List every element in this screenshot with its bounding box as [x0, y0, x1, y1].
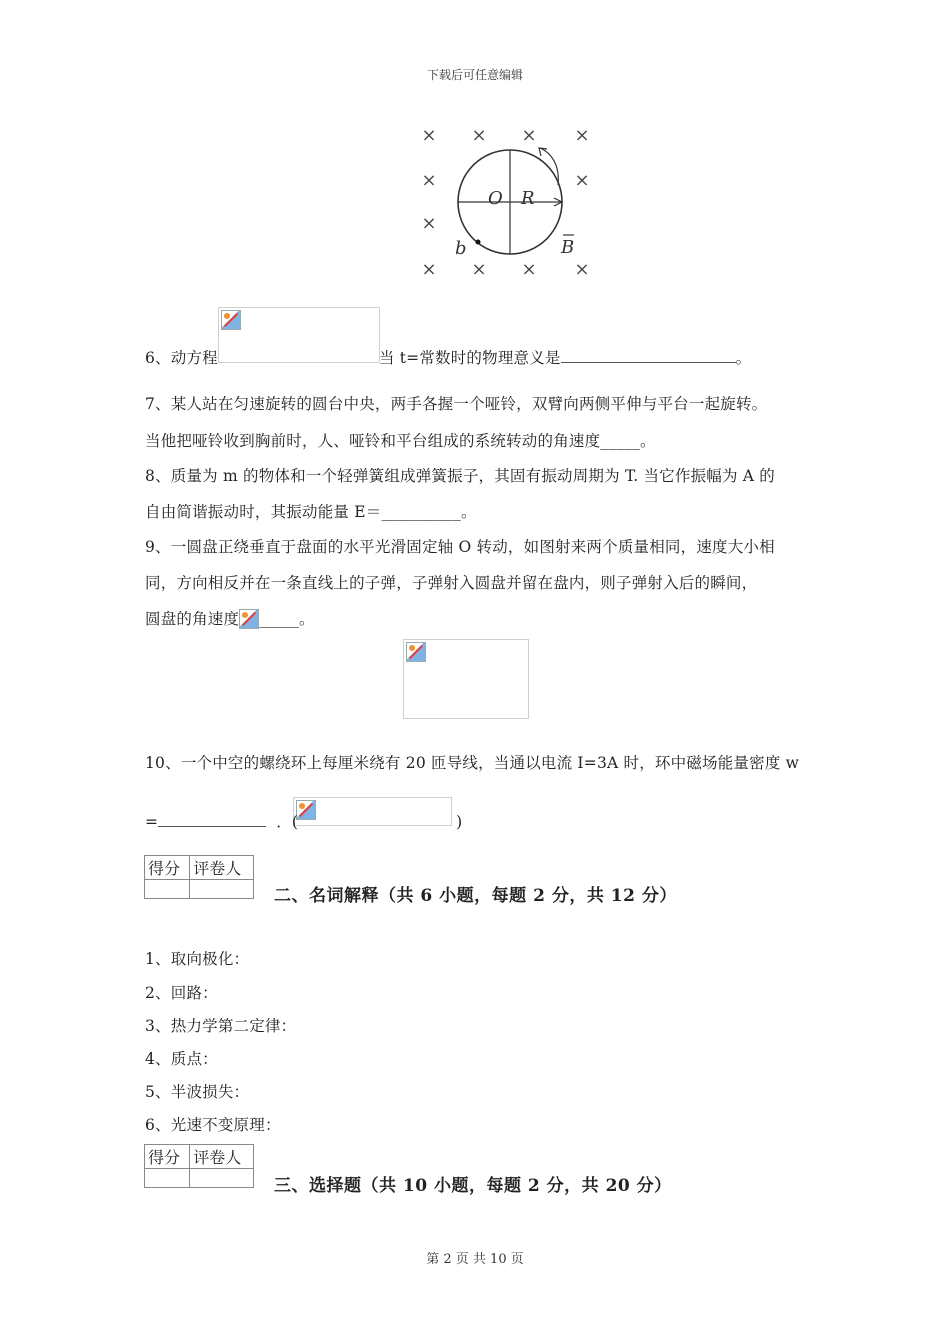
question-6 [145, 346, 751, 368]
field-cross: × [471, 125, 487, 146]
field-cross: × [421, 170, 437, 191]
question-10-line-2 [145, 810, 462, 832]
q10-line2-suffix: ) [456, 813, 463, 831]
question-8-line-1: 8、质量为 m 的物体和一个轻弹簧组成弹簧振子，其固有振动周期为 T. 当它作振幅为 A 的 [145, 467, 776, 485]
page-footer: 第 2 页 共 10 页 [426, 1252, 524, 1267]
broken-image-icon [221, 310, 241, 330]
disk-figure-image [403, 639, 529, 719]
q9-line3-prefix: 圆盘的角速度 [145, 610, 240, 628]
field-cross: × [421, 259, 437, 280]
broken-image-icon [239, 609, 259, 629]
field-cross: × [574, 259, 590, 280]
score-cell [145, 1169, 190, 1188]
question-9-line-3 [145, 607, 315, 629]
score-label: 得分 [145, 1145, 190, 1169]
question-10-line-1: 10、一个中空的螺绕环上每厘米绕有 20 匝导线，当通以电流 I=3A 时，环中磁场能量密度 w [145, 754, 800, 772]
section-2-title: 二、名词解释（共 6 小题，每题 2 分，共 12 分） [274, 886, 677, 906]
label-point: b [455, 238, 467, 259]
label-center: O [488, 188, 503, 209]
q9-line3-suffix: _____。 [259, 610, 315, 628]
score-table-section-3 [144, 1144, 254, 1188]
question-8-line-2: 自由简谐振动时，其振动能量 E＝__________。 [145, 503, 477, 521]
q10-line2-prefix: = [145, 813, 159, 831]
term-item-6: 6、光速不变原理： [145, 1116, 281, 1134]
field-cross: × [521, 125, 537, 146]
q6-prefix: 6、动方程 [145, 349, 218, 367]
score-cell [145, 880, 190, 899]
q10-line2-mid: ．( [276, 813, 299, 831]
q6-middle: 当 t=常数时的物理意义是 [378, 349, 561, 367]
field-cross: × [574, 170, 590, 191]
field-cross: × [421, 125, 437, 146]
point-b-dot [476, 240, 481, 245]
magnetic-field-figure [410, 118, 610, 286]
question-7-line-2: 当他把哑铃收到胸前时，人、哑铃和平台组成的系统转动的角速度_____。 [145, 432, 656, 450]
page-header: 下载后可任意编辑 [426, 68, 523, 82]
label-field: B [561, 237, 575, 258]
question-9-line-2: 同，方向相反并在一条直线上的子弹，子弹射入圆盘并留在盘内，则子弹射入后的瞬间， [145, 574, 758, 592]
rotation-arrow [540, 148, 558, 185]
term-item-5: 5、半波损失： [145, 1083, 250, 1101]
broken-image-icon [406, 642, 426, 662]
q6-suffix: 。 [735, 349, 752, 367]
grader-label: 评卷人 [190, 856, 254, 880]
field-cross: × [421, 213, 437, 234]
q6-answer-blank [561, 346, 736, 363]
label-radius: R [521, 188, 535, 209]
field-cross: × [471, 259, 487, 280]
section-3-title: 三、选择题（共 10 小题，每题 2 分，共 20 分） [274, 1176, 672, 1196]
grader-cell [190, 880, 254, 899]
score-label: 得分 [145, 856, 190, 880]
term-item-2: 2、回路： [145, 984, 218, 1002]
question-9-line-1: 9、一圆盘正绕垂直于盘面的水平光滑固定轴 O 转动，如图射来两个质量相同，速度大小相 [145, 538, 775, 556]
term-item-4: 4、质点： [145, 1050, 218, 1068]
score-table-section-2 [144, 855, 254, 899]
q10-answer-blank [158, 810, 266, 827]
grader-label: 评卷人 [190, 1145, 254, 1169]
field-cross: × [521, 259, 537, 280]
term-item-3: 3、热力学第二定律： [145, 1017, 297, 1035]
grader-cell [190, 1169, 254, 1188]
field-cross: × [574, 125, 590, 146]
term-item-1: 1、取向极化： [145, 950, 250, 968]
question-7-line-1: 7、某人站在匀速旋转的圆台中央，两手各握一个哑铃，双臂向两侧平伸与平台一起旋转。 [145, 395, 768, 413]
